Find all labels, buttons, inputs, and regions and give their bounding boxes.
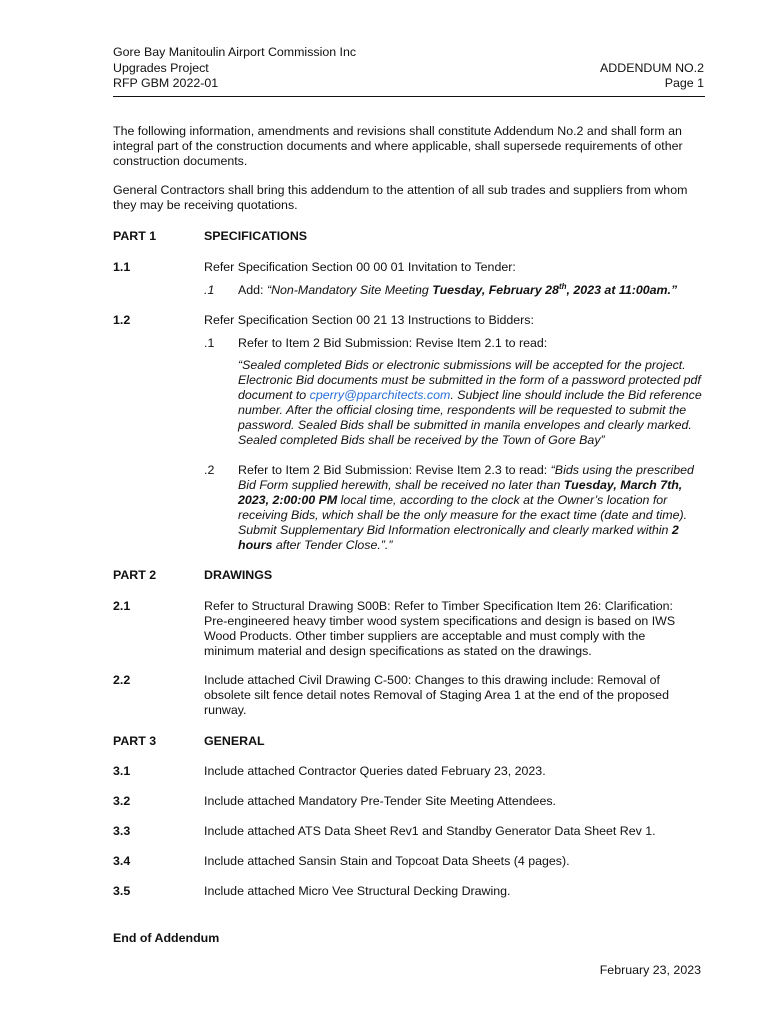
item-1-1-number: 1.1 [113, 260, 131, 274]
item-3-2-text: Include attached Mandatory Pre-Tender Site Meeting Attendees. [204, 794, 556, 808]
item-3-1-number: 3.1 [113, 764, 131, 778]
sub2-ital-3: after Tender Close.”.” [272, 538, 393, 552]
header-rfp: RFP GBM 2022-01 [113, 76, 219, 90]
quote-part-a: “Sealed completed Bids or electronic submissions will be accepted for the project. Electronic Bid documents must be submitted in the form of a password protected pdf document to [238, 358, 701, 402]
part2-title: DRAWINGS [204, 568, 273, 582]
sub1-sup: th [558, 281, 567, 291]
item-3-5-number: 3.5 [113, 884, 131, 898]
item-2-1-number: 2.1 [113, 599, 131, 613]
part1-title: SPECIFICATIONS [204, 229, 308, 243]
item-3-4-number: 3.4 [113, 854, 131, 868]
sub2-plain: Refer to Item 2 Bid Submission: Revise Item 2.3 to read: [238, 463, 551, 477]
item-1-2-sub2-number: .2 [204, 463, 215, 477]
header-right [600, 61, 704, 92]
sub2-bold-2: 2 hours [238, 523, 679, 552]
part1-label: PART 1 [113, 229, 157, 243]
header-addendum: ADDENDUM NO.2 [600, 60, 704, 75]
sub2-bold-1: Tuesday, March 7th, 2023, 2:00:00 PM [238, 478, 683, 507]
item-1-1-text: Refer Specification Section 00 00 01 Invitation to Tender: [204, 260, 516, 274]
header-rule [113, 96, 705, 97]
item-2-1-text: Refer to Structural Drawing S00B: Refer to Timber Specification Item 26: Clarification: Pre-engineered heavy timber wood system specifications and design is based on IWS Wood Products. Other timber suppliers are acceptable and must comply with the minimum material and design specifications as stated on the drawings. [204, 599, 676, 658]
item-3-1-text: Include attached Contractor Queries dated February 23, 2023. [204, 764, 546, 778]
part2-label: PART 2 [113, 568, 157, 582]
item-1-1-sub1-text [238, 283, 708, 298]
item-2-2-number: 2.2 [113, 673, 131, 687]
email-link[interactable]: cperry@pparchitects.com [309, 388, 451, 402]
item-1-2-number: 1.2 [113, 313, 131, 327]
part3-label: PART 3 [113, 734, 157, 748]
item-1-2-text: Refer Specification Section 00 21 13 Instructions to Bidders: [204, 313, 534, 327]
quote-part-b: . Subject line should include the Bid reference number. After the official closing time, respondents will be requested to submit the password. Sealed Bids shall be submitted in manila envelopes and clearly marked. Sealed completed Bids shall be received by the Town of Gore Bay” [238, 388, 702, 447]
sub2-ital-2: local time, according to the clock at the Owner’s location for receiving Bids, which shall be the only measure for the exact time (date and time). Submit Supplementary Bid Information electronically and clearly marked within [238, 493, 688, 537]
item-1-2-quote [238, 358, 708, 448]
footer-date: February 23, 2023 [599, 963, 701, 977]
header-left [113, 45, 356, 92]
item-3-3-number: 3.3 [113, 824, 131, 838]
item-2-2-text: Include attached Civil Drawing C-500: Changes to this drawing include: Removal of obsolete silt fence detail notes Removal of Staging Area 1 at the end of the proposed runway. [204, 673, 669, 717]
item-3-2-number: 3.2 [113, 794, 131, 808]
sub1-prefix: Add: [238, 283, 267, 297]
item-3-3-text: Include attached ATS Data Sheet Rev1 and Standby Generator Data Sheet Rev 1. [204, 824, 656, 838]
item-1-2-sub2-text [238, 463, 708, 553]
header-org: Gore Bay Manitoulin Airport Commission Inc [113, 45, 357, 59]
sub1-quote: “Non-Mandatory Site Meeting [266, 283, 433, 297]
header-page: Page 1 [664, 76, 704, 90]
header-project: Upgrades Project [113, 60, 209, 75]
item-1-2-sub1-number: .1 [204, 336, 215, 350]
part3-title: GENERAL [204, 734, 265, 748]
end-of-addendum: End of Addendum [113, 931, 220, 945]
sub2-ital-1: “Bids using the prescribed Bid Form supplied herewith, shall be received no later than [238, 463, 694, 492]
item-3-4-text: Include attached Sansin Stain and Topcoat Data Sheets (4 pages). [204, 854, 570, 868]
intro-paragraph-1: The following information, amendments and revisions shall constitute Addendum No.2 and shall form an integral part of the construction documents and where applicable, shall supersede requirements of other construction documents. [113, 124, 683, 168]
intro-paragraph-2: General Contractors shall bring this addendum to the attention of all sub trades and suppliers from whom they may be receiving quotations. [113, 183, 688, 212]
item-1-2-sub1-text: Refer to Item 2 Bid Submission: Revise Item 2.1 to read: [238, 336, 548, 350]
sub1-tail: , 2023 at 11:00am.” [566, 283, 678, 297]
item-1-1-sub1-number: .1 [204, 283, 215, 297]
sub1-date-bold: Tuesday, February 28 [432, 283, 559, 297]
item-3-5-text: Include attached Micro Vee Structural Decking Drawing. [204, 884, 511, 898]
